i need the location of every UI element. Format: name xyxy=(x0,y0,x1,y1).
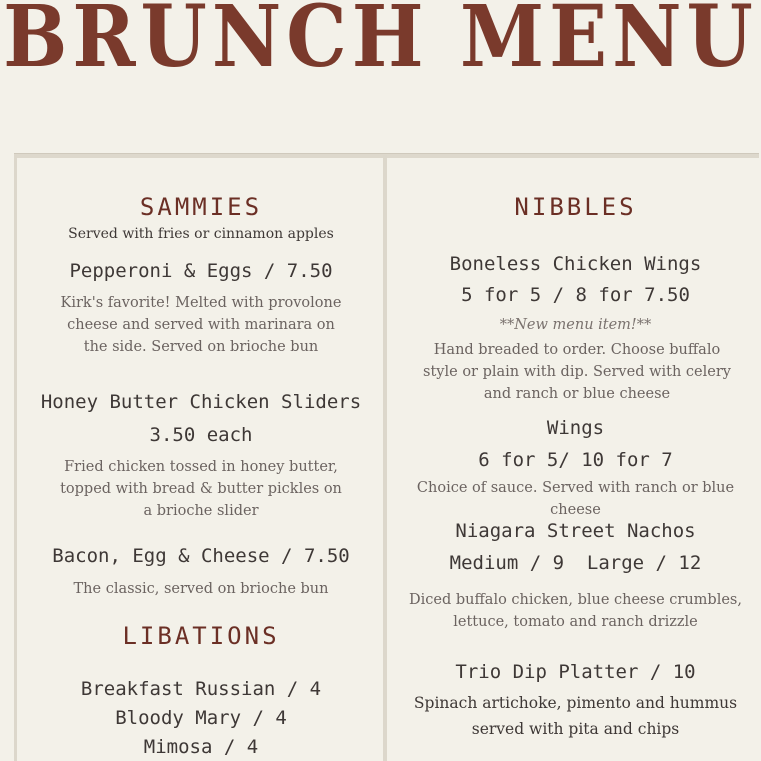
menu-item-name: Pepperoni & Eggs / 7.50 xyxy=(69,260,333,282)
section-heading-libations: LIBATIONS xyxy=(122,622,280,650)
menu-item-description: Choice of sauce. Served with ranch or blue cheese xyxy=(416,480,735,518)
menu-item-name: Boneless Chicken Wings xyxy=(449,253,702,275)
menu-item-price: 6 for 5/ 10 for 7 xyxy=(478,449,673,471)
sammies-subheading: Served with fries or cinnamon apples xyxy=(68,226,334,242)
menu-item-name: Niagara Street Nachos xyxy=(455,520,696,542)
menu-item-price: Medium / 9 Large / 12 xyxy=(449,552,702,574)
menu-item-description: Fried chicken tossed in honey butter, topped with bread & butter pickles on a brioche slider xyxy=(60,459,342,519)
drink-item: Bloody Mary / 4 xyxy=(115,707,287,729)
menu-item-price: 5 for 5 / 8 for 7.50 xyxy=(461,284,690,306)
new-item-note: **New menu item!** xyxy=(499,317,652,333)
menu-item-description: Spinach artichoke, pimento and hummus served with pita and chips xyxy=(413,694,738,738)
section-heading-sammies: SAMMIES xyxy=(139,193,263,221)
menu-item-name: Trio Dip Platter / 10 xyxy=(455,661,696,683)
menu-item-description: Hand breaded to order. Choose buffalo style or plain with dip. Served with celery and ranch or blue cheese xyxy=(423,342,731,402)
menu-title: BRUNCH MENU xyxy=(3,0,758,87)
menu-item-name: Bacon, Egg & Cheese / 7.50 xyxy=(52,545,350,567)
menu-item-description: Diced buffalo chicken, blue cheese crumbles, lettuce, tomato and ranch drizzle xyxy=(409,592,742,630)
panel-divider-left xyxy=(14,155,17,761)
section-heading-nibbles: NIBBLES xyxy=(514,193,637,221)
menu-item-price: 3.50 each xyxy=(149,424,253,446)
drink-item: Mimosa / 4 xyxy=(143,736,259,758)
menu-item-description: The classic, served on brioche bun xyxy=(73,581,329,597)
menu-item-name: Honey Butter Chicken Sliders xyxy=(40,391,362,413)
menu-item-name: Wings xyxy=(546,417,605,439)
menu-item-description: Kirk's favorite! Melted with provolone cheese and served with marinara on the side. Served on brioche bun xyxy=(60,295,342,355)
drink-item: Breakfast Russian / 4 xyxy=(80,678,322,700)
panel-divider-middle xyxy=(383,155,387,761)
